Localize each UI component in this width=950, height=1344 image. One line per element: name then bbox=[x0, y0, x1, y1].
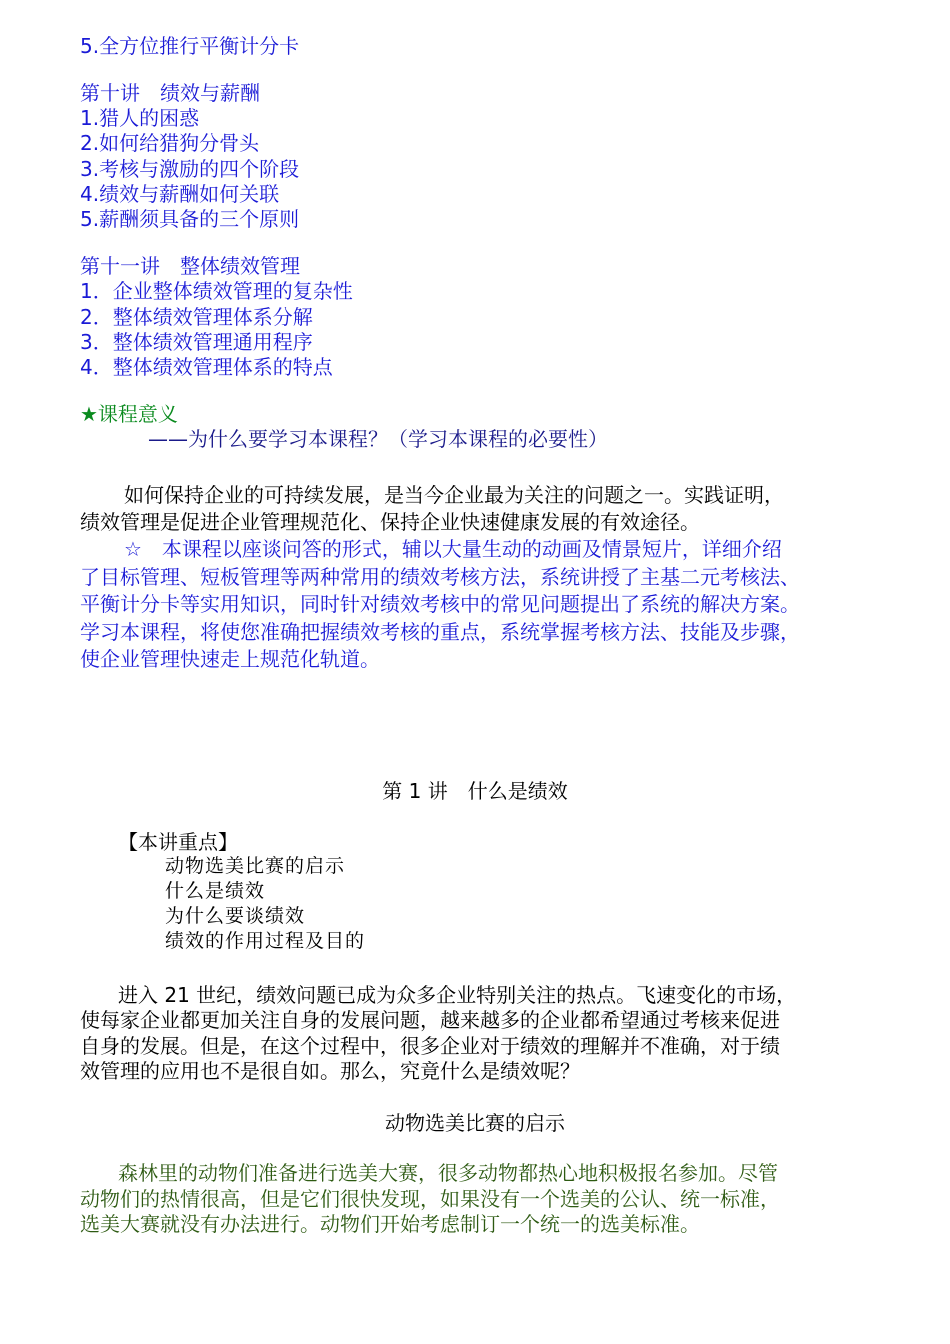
toc-item: 2．整体绩效管理体系分解 bbox=[80, 305, 313, 329]
lecture-title: 第 1 讲 什么是绩效 bbox=[382, 779, 568, 803]
toc-item: 1．企业整体绩效管理的复杂性 bbox=[80, 279, 353, 303]
paragraph-line: 平衡计分卡等实用知识，同时针对绩效考核中的常见问题提出了系统的解决方案。 bbox=[80, 592, 800, 616]
toc-item: 5.薪酬须具备的三个原则 bbox=[80, 207, 300, 231]
paragraph-line: 了目标管理、短板管理等两种常用的绩效考核方法，系统讲授了主基二元考核法、 bbox=[80, 565, 800, 589]
key-point: 动物选美比赛的启示 bbox=[165, 855, 346, 877]
paragraph-line: 动物们的热情很高，但是它们很快发现，如果没有一个选美的公认、统一标准， bbox=[80, 1187, 780, 1211]
toc-item: 5.全方位推行平衡计分卡 bbox=[80, 34, 300, 58]
section-heading: ★课程意义 bbox=[80, 402, 178, 426]
paragraph-line: ☆ 本课程以座谈问答的形式，辅以大量生动的动画及情景短片，详细介绍 bbox=[124, 537, 782, 561]
key-point: 绩效的作用过程及目的 bbox=[165, 930, 366, 952]
key-point: 为什么要谈绩效 bbox=[165, 905, 306, 927]
toc-item: 4.绩效与薪酬如何关联 bbox=[80, 182, 280, 206]
toc-lecture-title: 第十讲 绩效与薪酬 bbox=[80, 81, 260, 105]
paragraph-line: 自身的发展。但是，在这个过程中，很多企业对于绩效的理解并不准确，对于绩 bbox=[80, 1034, 780, 1058]
paragraph-line: 绩效管理是促进企业管理规范化、保持企业快速健康发展的有效途径。 bbox=[80, 510, 700, 534]
paragraph-line: 学习本课程，将使您准确把握绩效考核的重点，系统掌握考核方法、技能及步骤， bbox=[80, 620, 800, 644]
key-points-label: 【本讲重点】 bbox=[118, 830, 238, 854]
section-subheading: ——为什么要学习本课程？（学习本课程的必要性） bbox=[148, 427, 608, 451]
toc-lecture-title: 第十一讲 整体绩效管理 bbox=[80, 254, 300, 278]
section-title: 动物选美比赛的启示 bbox=[385, 1111, 565, 1135]
toc-item: 4．整体绩效管理体系的特点 bbox=[80, 355, 333, 379]
paragraph-line: 选美大赛就没有办法进行。动物们开始考虑制订一个统一的选美标准。 bbox=[80, 1212, 700, 1236]
paragraph-line: 如何保持企业的可持续发展，是当今企业最为关注的问题之一。实践证明， bbox=[124, 483, 784, 507]
toc-item: 3．整体绩效管理通用程序 bbox=[80, 330, 313, 354]
paragraph-line: 森林里的动物们准备进行选美大赛，很多动物都热心地积极报名参加。尽管 bbox=[118, 1161, 778, 1185]
toc-item: 2.如何给猎狗分骨头 bbox=[80, 131, 260, 155]
paragraph-line: 使企业管理快速走上规范化轨道。 bbox=[80, 647, 380, 671]
paragraph-line: 使每家企业都更加关注自身的发展问题，越来越多的企业都希望通过考核来促进 bbox=[80, 1008, 780, 1032]
toc-item: 1.猎人的困惑 bbox=[80, 106, 200, 130]
paragraph-line: 进入 21 世纪，绩效问题已成为众多企业特别关注的热点。飞速变化的市场， bbox=[118, 983, 797, 1007]
key-point: 什么是绩效 bbox=[165, 880, 266, 902]
toc-item: 3.考核与激励的四个阶段 bbox=[80, 157, 300, 181]
paragraph-line: 效管理的应用也不是很自如。那么，究竟什么是绩效呢？ bbox=[80, 1059, 580, 1083]
